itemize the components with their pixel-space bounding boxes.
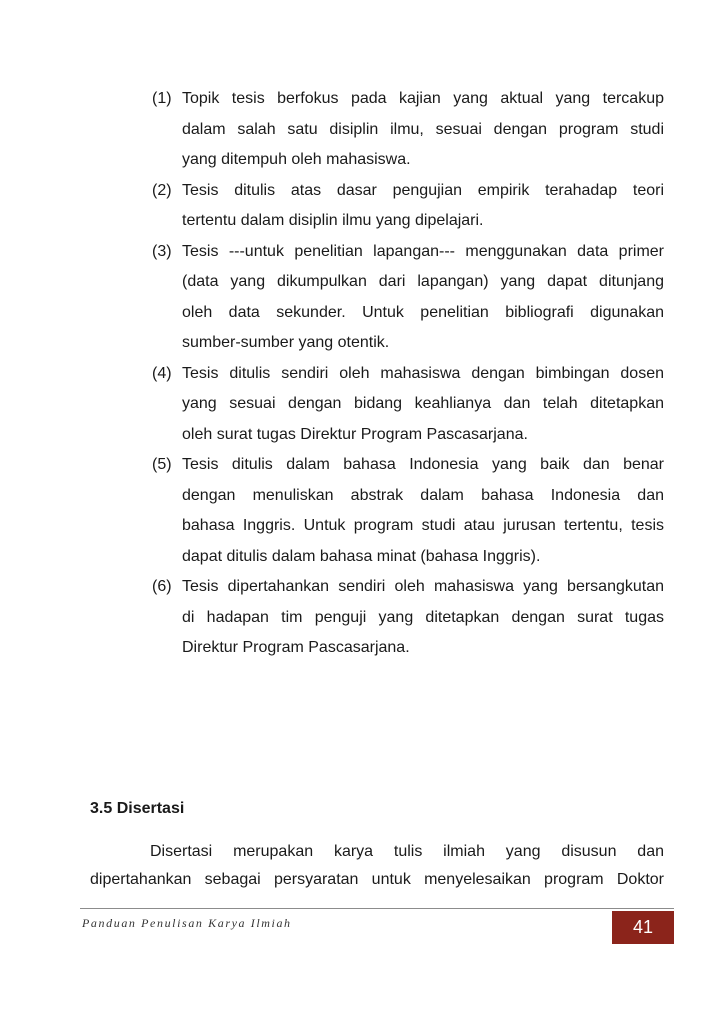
item-line: dapat ditulis dalam bahasa minat (bahasa Inggris). xyxy=(182,547,541,565)
item-line: yang ditempuh oleh mahasiswa. xyxy=(182,151,411,168)
requirements-list xyxy=(152,84,664,664)
item-line: dalam salah satu disiplin ilmu, sesuai dengan program studi xyxy=(182,120,664,138)
section-paragraph xyxy=(90,838,664,894)
paragraph-line: Disertasi merupakan karya tulis ilmiah yang disusun dan xyxy=(150,843,664,860)
item-number: (3) xyxy=(152,242,172,260)
item-line: oleh surat tugas Direktur Program Pascasarjana. xyxy=(182,425,528,443)
item-line: (data yang dikumpulkan dari lapangan) yang dapat ditunjang xyxy=(182,273,664,290)
item-line: sumber-sumber yang otentik. xyxy=(182,334,390,351)
item-number: (6) xyxy=(152,578,172,595)
list-item xyxy=(152,84,664,176)
item-number: (5) xyxy=(152,456,172,473)
item-line: dengan menuliskan abstrak dalam bahasa Indonesia dan xyxy=(182,486,664,504)
item-line: Topik tesis berfokus pada kajian yang aktual yang tercakup xyxy=(182,90,664,107)
item-line: Tesis ditulis atas dasar pengujian empirik terahadap teori xyxy=(182,181,664,199)
footer-title: Panduan Penulisan Karya Ilmiah xyxy=(82,916,292,930)
list-item xyxy=(152,572,664,664)
item-line: oleh data sekunder. Untuk penelitian bibliografi digunakan xyxy=(182,303,664,321)
item-line: Tesis ---untuk penelitian lapangan--- menggunakan data primer xyxy=(182,242,664,260)
section-heading: 3.5 Disertasi xyxy=(90,800,185,817)
page-number-badge: 41 xyxy=(612,911,674,944)
item-line: bahasa Inggris. Untuk program studi atau jurusan tertentu, tesis xyxy=(182,517,664,534)
item-line: Tesis ditulis dalam bahasa Indonesia yang baik dan benar xyxy=(182,456,664,473)
paragraph-line: dipertahankan sebagai persyaratan untuk menyelesaikan program Doktor xyxy=(90,871,664,888)
item-number: (2) xyxy=(152,181,172,199)
item-line: tertentu dalam disiplin ilmu yang dipelajari. xyxy=(182,212,484,229)
item-line: Direktur Program Pascasarjana. xyxy=(182,639,410,656)
item-line: Tesis dipertahankan sendiri oleh mahasiswa yang bersangkutan xyxy=(182,578,664,595)
footer-divider xyxy=(80,908,674,909)
item-number: (1) xyxy=(152,90,172,107)
list-item xyxy=(152,237,664,359)
item-line: yang sesuai dengan bidang keahlianya dan telah ditetapkan xyxy=(182,395,664,412)
list-item xyxy=(152,359,664,451)
item-line: Tesis ditulis sendiri oleh mahasiswa dengan bimbingan dosen xyxy=(182,364,664,382)
item-line: di hadapan tim penguji yang ditetapkan dengan surat tugas xyxy=(182,608,664,626)
list-item xyxy=(152,450,664,572)
item-number: (4) xyxy=(152,364,172,382)
list-item xyxy=(152,176,664,237)
